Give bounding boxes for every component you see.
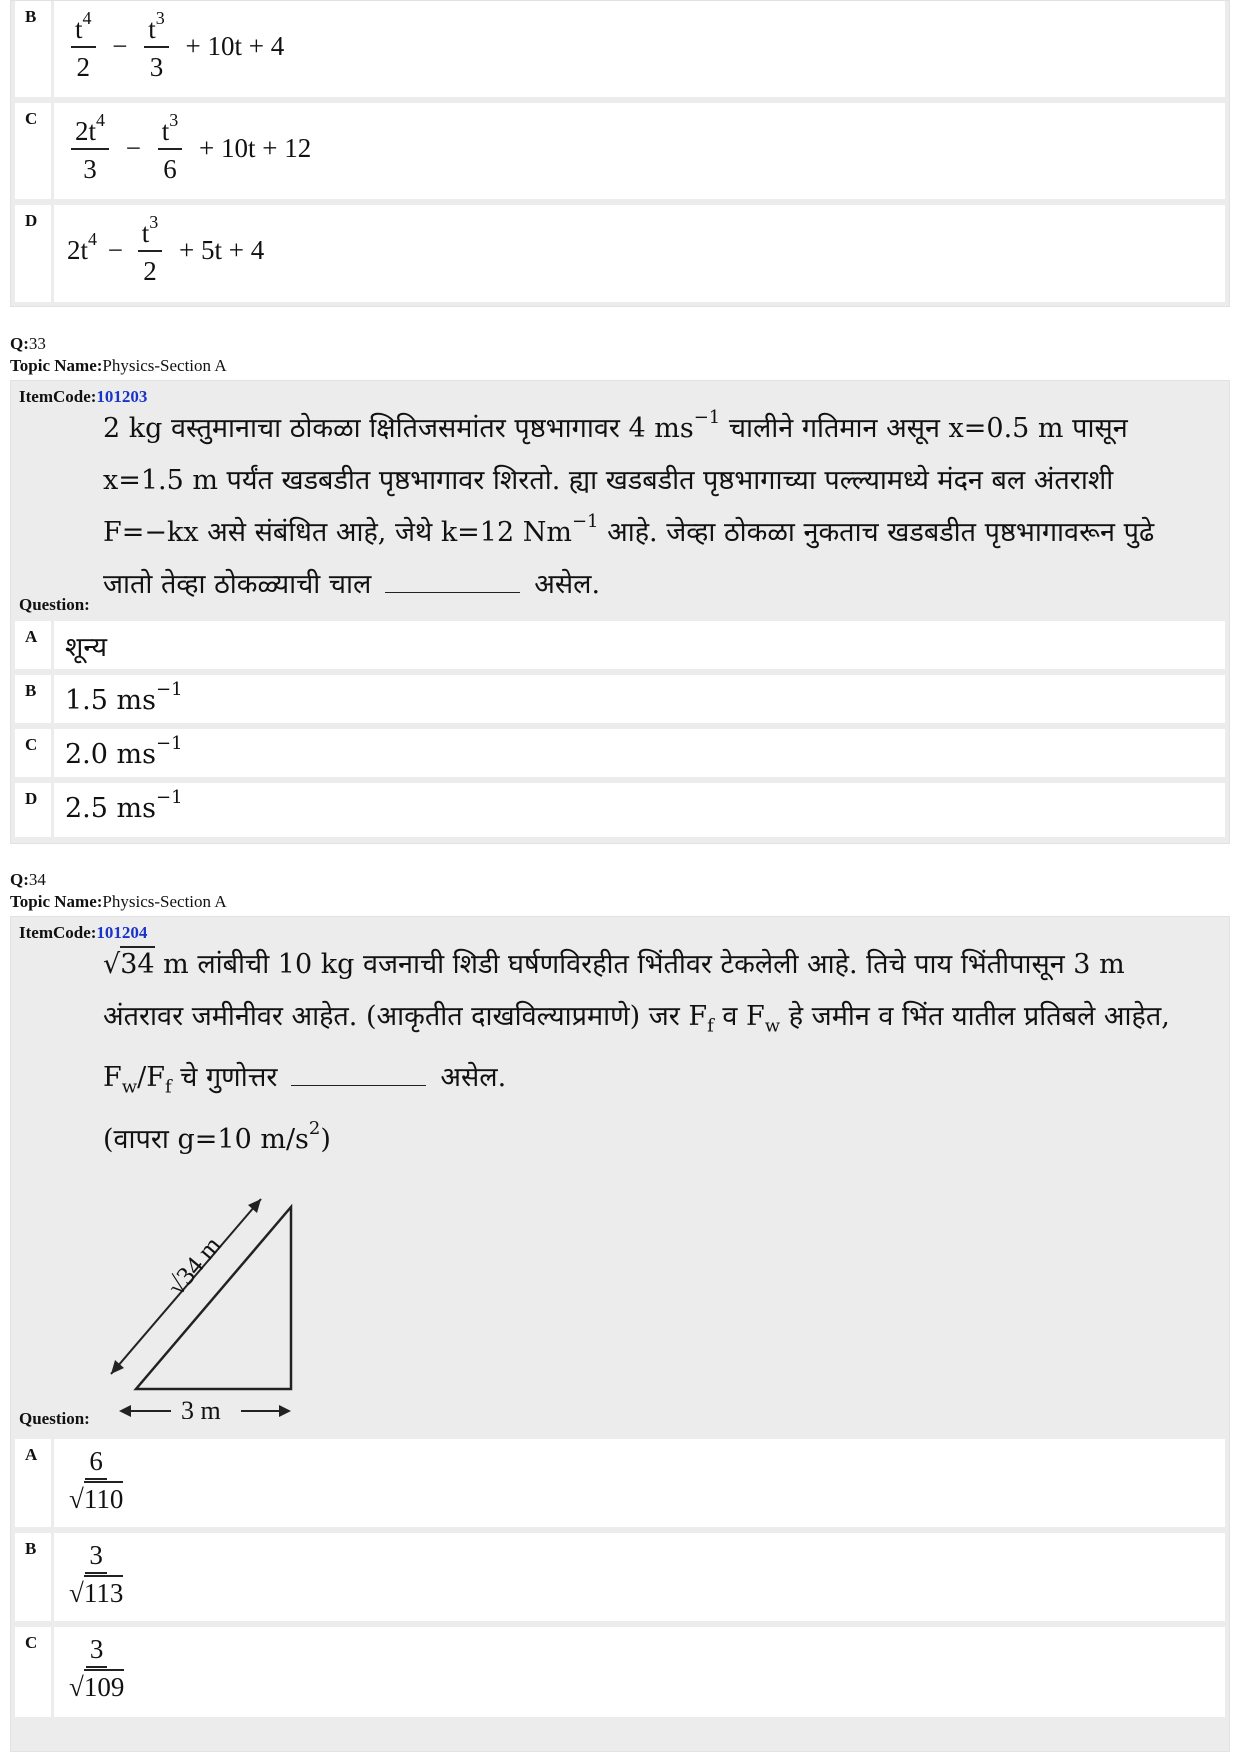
q33-number: Q:33: [10, 334, 46, 353]
base-arrow-right-head: [279, 1405, 291, 1417]
option-letter: B: [25, 7, 37, 26]
option-d[interactable]: D 2.5 $ms^{-1}$: [15, 783, 1225, 837]
ladder-figure: [91, 1179, 311, 1419]
base-arrow-left-head: [119, 1405, 131, 1417]
option-d-expression: $2t^4$ − $\frac{t^3}{2}$ + 5t + 4: [67, 212, 265, 287]
option-letter: C: [25, 109, 38, 128]
option-b[interactable]: [15, 1, 1225, 97]
q33-question-text: 2 kg वस्तुमानाचा ठोकळा क्षितिजसमांतर पृष्ठभागावर 4 $ms^{-1}$ चालीने गतिमान असून x=0.5 m पासून x=1.5 m पर्यंत खडबडीत पृष्ठभागावर शिरतो. ह्या खडबडीत पृष्ठभागाच्या पल्ल्यामध्ये मंदन बल अंतराशी F=−kx असे संबंधित आहे, जेथे k=12 $Nm^{-1}$ आहे. जेव्हा ठोकळा नुकताच खडबडीत पृष्ठभागावरून पुढे जातो तेव्हा ठोकळ्याची चाल असेल.: [103, 407, 1155, 600]
q33-item-code: ItemCode:101203: [19, 387, 148, 406]
option-b-expression: $\frac{t^4}{2}$ − $\frac{t^3}{3}$ + 10t + 4: [67, 15, 284, 82]
q34-topic: Topic Name:Physics-Section A: [10, 892, 227, 911]
answer-blank: [291, 1084, 426, 1086]
q34-item-code: ItemCode:101204: [19, 923, 148, 942]
option-c-expression: $\frac{2t^4}{3}$ − $\frac{t^3}{6}$ + 10t + 12: [67, 117, 311, 184]
q34-block: [10, 916, 1230, 1752]
q34-question-text: √34 m लांबीची 10 kg वजनाची शिडी घर्षणविरहीत भिंतीवर टेकलेली आहे. तिचे पाय भिंतीपासून 3 m अंतरावर जमीनीवर आहेत. (आकृतीत दाखविल्याप्रमाणे) जर $F_f$ व $F_w$ हे जमीन व भिंत यातील प्रतिबले आहेत, $F_w/F_f$ चे गुणोत्तर असेल. (वापरा g=10 $m/s^2$): [103, 939, 1221, 1166]
question-label: Question:: [19, 1409, 90, 1428]
base-length-label: 3 m: [181, 1396, 221, 1419]
option-letter: D: [25, 211, 38, 230]
ladder-triangle: [136, 1207, 291, 1389]
ladder-length-label: √34 m: [161, 1230, 227, 1301]
answer-blank: [385, 591, 520, 593]
option-b[interactable]: B $\frac{3}{√113}$: [15, 1533, 1225, 1621]
option-a[interactable]: A शून्य: [15, 621, 1225, 669]
option-c[interactable]: C $\frac{3}{√109}$: [15, 1627, 1225, 1717]
option-d[interactable]: [15, 205, 1225, 302]
question-label: Question:: [19, 595, 90, 614]
q33-block: [10, 380, 1230, 844]
option-a[interactable]: A $\frac{6}{√110}$: [15, 1439, 1225, 1527]
option-c[interactable]: [15, 103, 1225, 199]
q34-number: Q:34: [10, 870, 46, 889]
prev-options-block: [10, 0, 1230, 307]
option-b[interactable]: B 1.5 $ms^{-1}$: [15, 675, 1225, 723]
option-c[interactable]: C 2.0 $ms^{-1}$: [15, 729, 1225, 777]
q33-topic: Topic Name:Physics-Section A: [10, 356, 227, 375]
